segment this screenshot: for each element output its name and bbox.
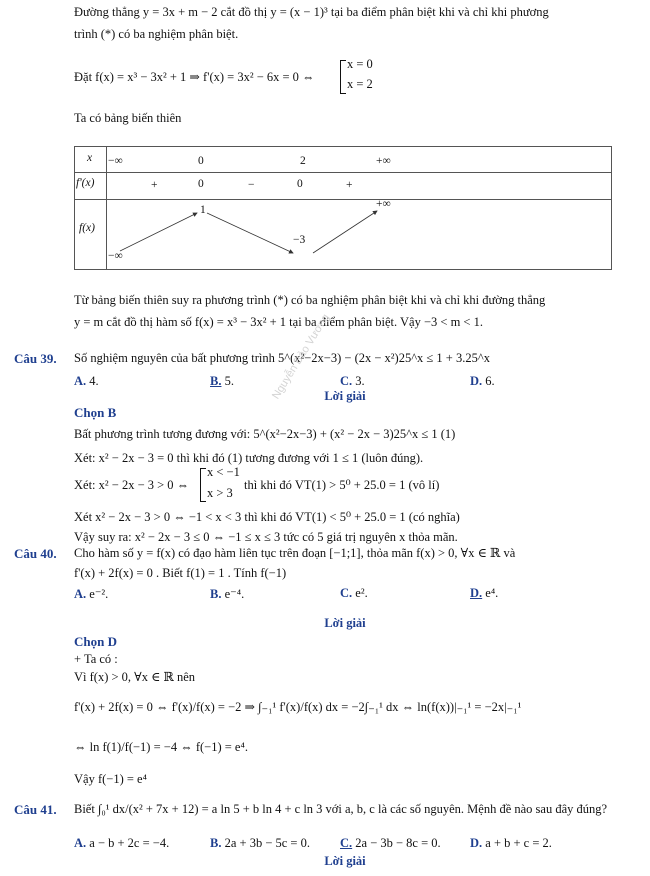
q39-answer: Chọn B — [74, 405, 117, 420]
q40-option-b[interactable]: B. e⁻⁴. — [210, 587, 245, 601]
q39-step-5: Vậy suy ra: x² − 2x − 3 ≤ 0 ⇔ −1 ≤ x ≤ 3 tức có 5 giá trị nguyên x thỏa mãn. — [74, 530, 458, 544]
f-pos-inf: +∞ — [376, 198, 391, 210]
q41-option-a[interactable]: A. a − b + 2c = −4. — [74, 836, 170, 850]
q39-case-1: x < −1 — [207, 465, 240, 479]
q40-label: Câu 40. — [14, 546, 57, 561]
q41-option-d[interactable]: D. a + b + c = 2. — [470, 836, 552, 850]
sign-minus: − — [248, 179, 255, 191]
q39-case-brace — [200, 468, 206, 502]
f-neg-inf: −∞ — [108, 250, 123, 262]
intro-line-3: Đặt f(x) = x³ − 3x² + 1 ⇒ f'(x) = 3x² − 6x = 0 ⇔ — [74, 70, 315, 84]
intro-line-2: trình (*) có ba nghiệm phân biệt. — [74, 27, 239, 41]
q39-solution-title: Lời giải — [324, 389, 366, 403]
case-brace — [340, 60, 346, 94]
q40-text-1: Cho hàm số y = f(x) có đạo hàm liên tục trên đoạn [−1;1], thỏa mãn f(x) > 0, ∀x ∈ ℝ và — [74, 546, 516, 560]
x-two: 2 — [300, 155, 306, 167]
sign-zero-2: 0 — [297, 178, 303, 190]
q39-option-c[interactable]: C. 3. — [340, 374, 365, 388]
sign-plus-2: + — [346, 179, 353, 191]
q39-step-1: Bất phương trình tương đương với: 5^(x²−2x−3) + (x² − 2x − 3)25^x ≤ 1 (1) — [74, 427, 456, 441]
q39-step-4: Xét x² − 2x − 3 > 0 ⇔ −1 < x < 3 thì khi đó VT(1) < 5⁰ + 25.0 = 1 (có nghĩa) — [74, 510, 460, 524]
conclusion-line-2: y = m cắt đồ thị hàm số f(x) = x³ − 3x² + 1 tại ba điểm phân biệt. Vậy −3 < m < 1. — [74, 315, 483, 329]
q41-text: Biết ∫₀¹ dx/(x² + 7x + 12) = a ln 5 + b ln 4 + c ln 3 với a, b, c là các số nguyên. Mệnh đề nào sau đây đúng? — [74, 802, 608, 816]
q40-step-1: + Ta có : — [74, 652, 118, 666]
q40-step-5: Vậy f(−1) = e⁴ — [74, 772, 147, 786]
q40-step-3: f'(x) + 2f(x) = 0 ⇔ f'(x)/f(x) = −2 ⇒ ∫₋₁¹ f'(x)/f(x) dx = −2∫₋₁¹ dx ⇔ ln(f(x))|₋₁¹ = −2x|₋₁¹ — [74, 700, 522, 714]
variation-table — [74, 146, 612, 270]
intro-line-4: Ta có bảng biến thiên — [74, 111, 182, 125]
q41-solution-title: Lời giải — [324, 854, 366, 868]
case-x0: x = 0 — [347, 57, 373, 71]
x-neg-inf: −∞ — [108, 155, 123, 167]
x-pos-inf: +∞ — [376, 155, 391, 167]
q39-label: Câu 39. — [14, 351, 57, 366]
q39-text: Số nghiệm nguyên của bất phương trình 5^(x²−2x−3) − (2x − x²)25^x ≤ 1 + 3.25^x — [74, 351, 490, 365]
q39-option-a[interactable]: A. 4. — [74, 374, 99, 388]
x-zero: 0 — [198, 155, 204, 167]
table-header-x: x — [87, 152, 93, 164]
q40-answer: Chọn D — [74, 634, 117, 649]
variation-arrows — [75, 147, 611, 269]
q39-case-2: x > 3 — [207, 486, 233, 500]
q40-step-2: Vì f(x) > 0, ∀x ∈ ℝ nên — [74, 670, 196, 684]
q40-option-c[interactable]: C. e². — [340, 586, 368, 600]
q41-label: Câu 41. — [14, 802, 57, 817]
q40-step-4: ⇔ ln f(1)/f(−1) = −4 ⇔ f(−1) = e⁴. — [74, 740, 248, 754]
q39-step-2: Xét: x² − 2x − 3 = 0 thì khi đó (1) tương đương với 1 ≤ 1 (luôn đúng). — [74, 451, 424, 465]
q40-option-a[interactable]: A. e⁻². — [74, 587, 109, 601]
f-local-max: 1 — [200, 204, 206, 216]
q40-option-d[interactable]: D. e⁴. — [470, 586, 499, 600]
f-local-min: −3 — [293, 234, 306, 246]
q39-step-3b: thì khi đó VT(1) > 5⁰ + 25.0 = 1 (vô lí) — [244, 478, 440, 492]
q39-option-d[interactable]: D. 6. — [470, 374, 495, 388]
watermark: Nguyễn Bảo Vương — [270, 312, 332, 402]
q40-text-2: f'(x) + 2f(x) = 0 . Biết f(1) = 1 . Tính f(−1) — [74, 566, 287, 580]
q41-option-b[interactable]: B. 2a + 3b − 5c = 0. — [210, 836, 310, 850]
q39-step-3a: Xét: x² − 2x − 3 > 0 ⇔ — [74, 478, 190, 492]
q40-solution-title: Lời giải — [324, 616, 366, 630]
case-x2: x = 2 — [347, 77, 373, 91]
table-header-fprime: f'(x) — [76, 177, 95, 189]
conclusion-line-1: Từ bảng biến thiên suy ra phương trình (*) có ba nghiệm phân biệt khi và chỉ khi đường thẳng — [74, 293, 546, 307]
q39-option-b[interactable]: B. 5. — [210, 374, 234, 388]
sign-plus-1: + — [151, 179, 158, 191]
intro-line-1: Đường thẳng y = 3x + m − 2 cắt đồ thị y = (x − 1)³ tại ba điểm phân biệt khi và chỉ khi phương — [74, 5, 549, 19]
q41-option-c[interactable]: C. 2a − 3b − 8c = 0. — [340, 836, 441, 850]
table-header-f: f(x) — [79, 222, 95, 234]
sign-zero-1: 0 — [198, 178, 204, 190]
